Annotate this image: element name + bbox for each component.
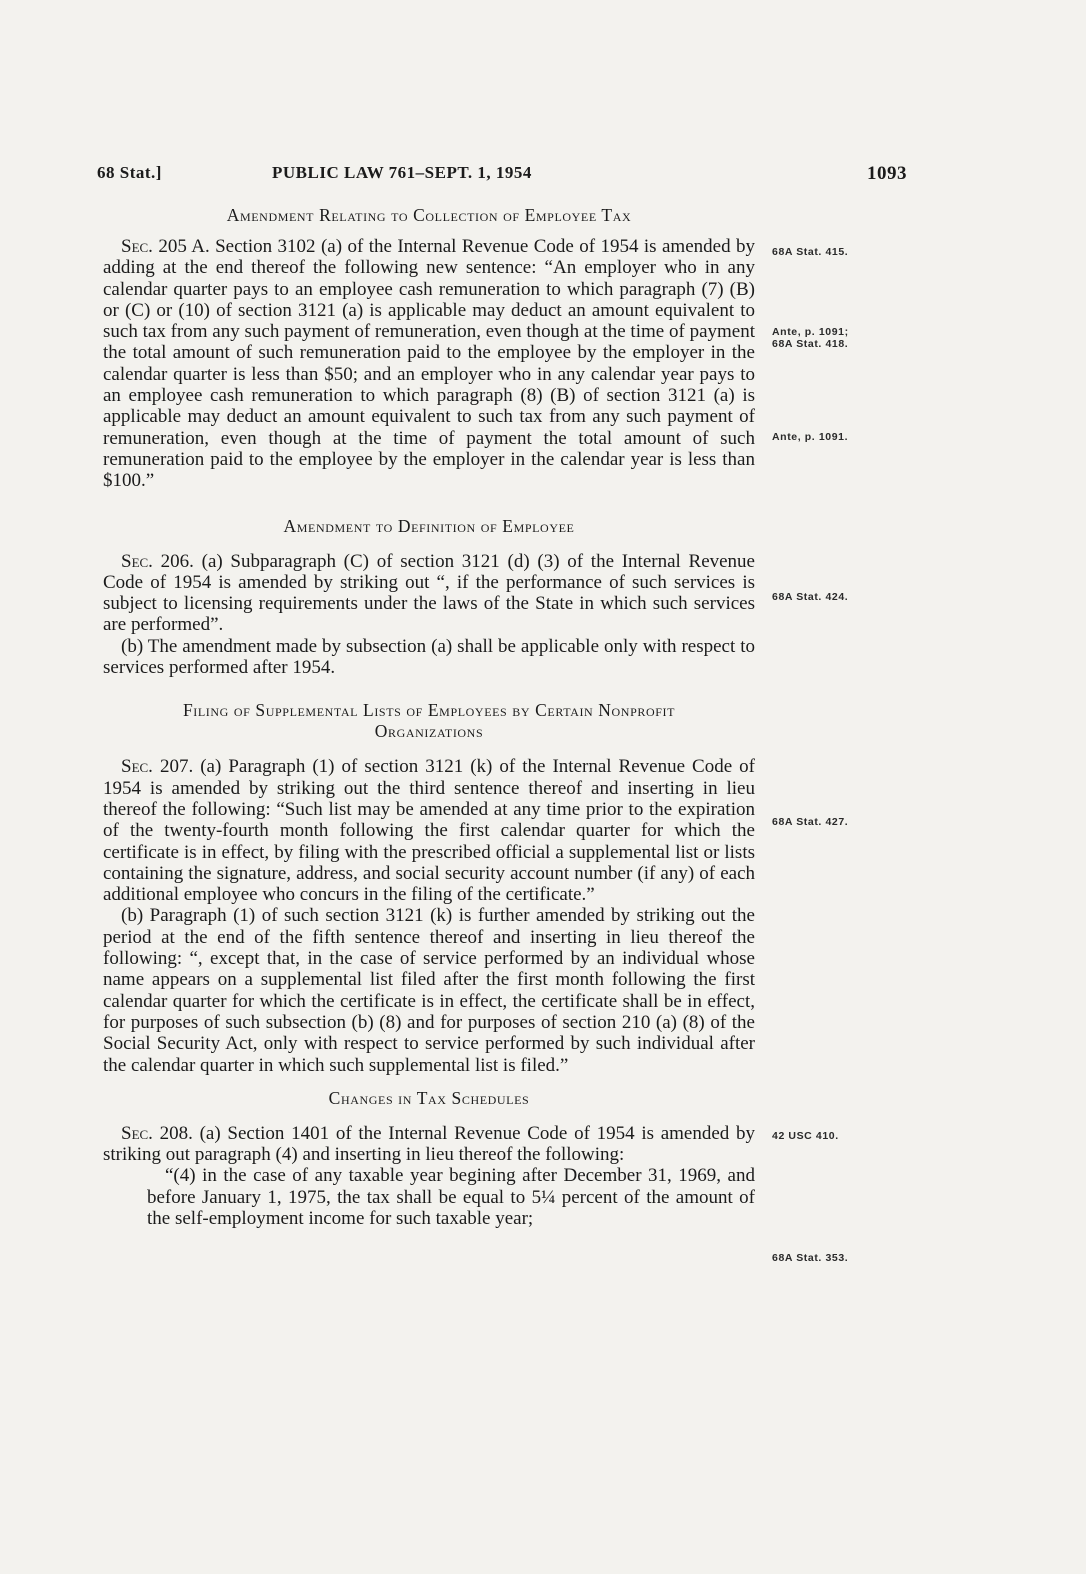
- margin-note: 68A Stat. 424.: [772, 591, 849, 603]
- section-heading-207: Filing of Supplemental Lists of Employees by Certain Nonprofit Organizations: [182, 700, 676, 742]
- section-heading-208: Changes in Tax Schedules: [328, 1087, 530, 1108]
- margin-note: 42 USC 410.: [772, 1130, 839, 1142]
- paragraph-text: 207. (a) Paragraph (1) of section 3121 (k) of the Internal Revenue Code of 1954 is amended by striking out the third sentence thereof and inserting in lieu thereof the following: “Such list may be amended at any time prior to the expiration of the twenty-fourth month following the first calendar quarter for which the certificate is in effect, by filing with the prescribed official a supplemental list or lists containing the signature, address, and social security account number (if any) of each additional employee who concurs in the filing of the certificate.”: [103, 756, 755, 906]
- section-208-paragraph-a: [103, 1123, 755, 1166]
- margin-note: 68A Stat. 427.: [772, 816, 849, 828]
- paragraph-text: (b) The amendment made by subsection (a) shall be applicable only with respect to services performed after 1954.: [103, 635, 755, 679]
- sec-label: Sec.: [121, 1122, 153, 1144]
- header-law-title: PUBLIC LAW 761–SEPT. 1, 1954: [272, 163, 532, 182]
- sec-label: Sec.: [121, 756, 153, 778]
- paragraph-text: 205 A. Section 3102 (a) of the Internal Revenue Code of 1954 is amended by adding at the end thereof the following new sentence: “An employer who in any calendar quarter pays to an employee cash remuneration to which paragraph (7) (B) or (C) or (10) of section 3121 (a) is applicable may deduct an amount equivalent to such tax from any such payment of remuneration, even though at the time of payment the total amount of such remuneration paid to the employee by the employer in the calendar quarter is less than $50; and an employer who in any calendar year pays to an employee cash remuneration to which paragraph (8) (B) of section 3121 (a) is applicable may deduct an amount equivalent to such tax from any such payment of remuneration, even though at the time of payment the total amount of such remuneration paid to the employee by the employer in the calendar year is less than $100.”: [103, 236, 755, 492]
- page-number: 1093: [867, 163, 907, 184]
- section-206-paragraph-a: [103, 551, 755, 636]
- section-206-paragraph-b: [103, 636, 755, 679]
- paragraph-text: 208. (a) Section 1401 of the Internal Revenue Code of 1954 is amended by striking out paragraph (4) and inserting in lieu thereof the following:: [103, 1122, 755, 1166]
- margin-note: Ante, p. 1091.: [772, 431, 849, 443]
- sec-label: Sec.: [121, 236, 153, 257]
- section-207-paragraph-a: [103, 756, 755, 905]
- margin-note: 68A Stat. 415.: [772, 246, 849, 258]
- section-205-paragraph: [103, 236, 755, 492]
- margin-note: 68A Stat. 418.: [772, 338, 849, 350]
- paragraph-text: (b) Paragraph (1) of such section 3121 (k) is further amended by striking out the period at the end of the fifth sentence thereof and inserting in lieu thereof the following: “, except that, in the case of service performed by an individual whose name appears on a supplemental list filed after the first month following the first calendar quarter for which the certificate is in effect, the certificate shall be in effect, for purposes of such subsection (b) (8) and for purposes of section 210 (a) (8) of the Social Security Act, only with respect to service performed by such individual after the calendar quarter in which such supplemental list is filed.”: [103, 905, 755, 1076]
- section-207-paragraph-b: [103, 905, 755, 1075]
- section-heading-205: Amendment Relating to Collection of Employee Tax: [226, 205, 632, 225]
- section-heading-206: Amendment to Definition of Employee: [283, 515, 575, 536]
- page-header: [97, 163, 907, 187]
- section-208-quoted-paragraph: [103, 1165, 755, 1229]
- main-text-column: [103, 205, 755, 1229]
- paragraph-text: “(4) in the case of any taxable year begining after December 31, 1969, and before January 1, 1975, the tax shall be equal to 5¼ percent of the amount of the self-employment income for such taxable year;: [147, 1165, 755, 1229]
- margin-note: 68A Stat. 353.: [772, 1252, 849, 1264]
- header-volume: 68 Stat.]: [97, 163, 162, 182]
- margin-note: Ante, p. 1091;: [772, 326, 849, 338]
- sec-label: Sec.: [121, 550, 153, 572]
- paragraph-text: 206. (a) Subparagraph (C) of section 3121 (d) (3) of the Internal Revenue Code of 1954 is amended by striking out “, if the performance of such services is subject to licensing requirements under the laws of the State in which such services are performed”.: [103, 550, 755, 636]
